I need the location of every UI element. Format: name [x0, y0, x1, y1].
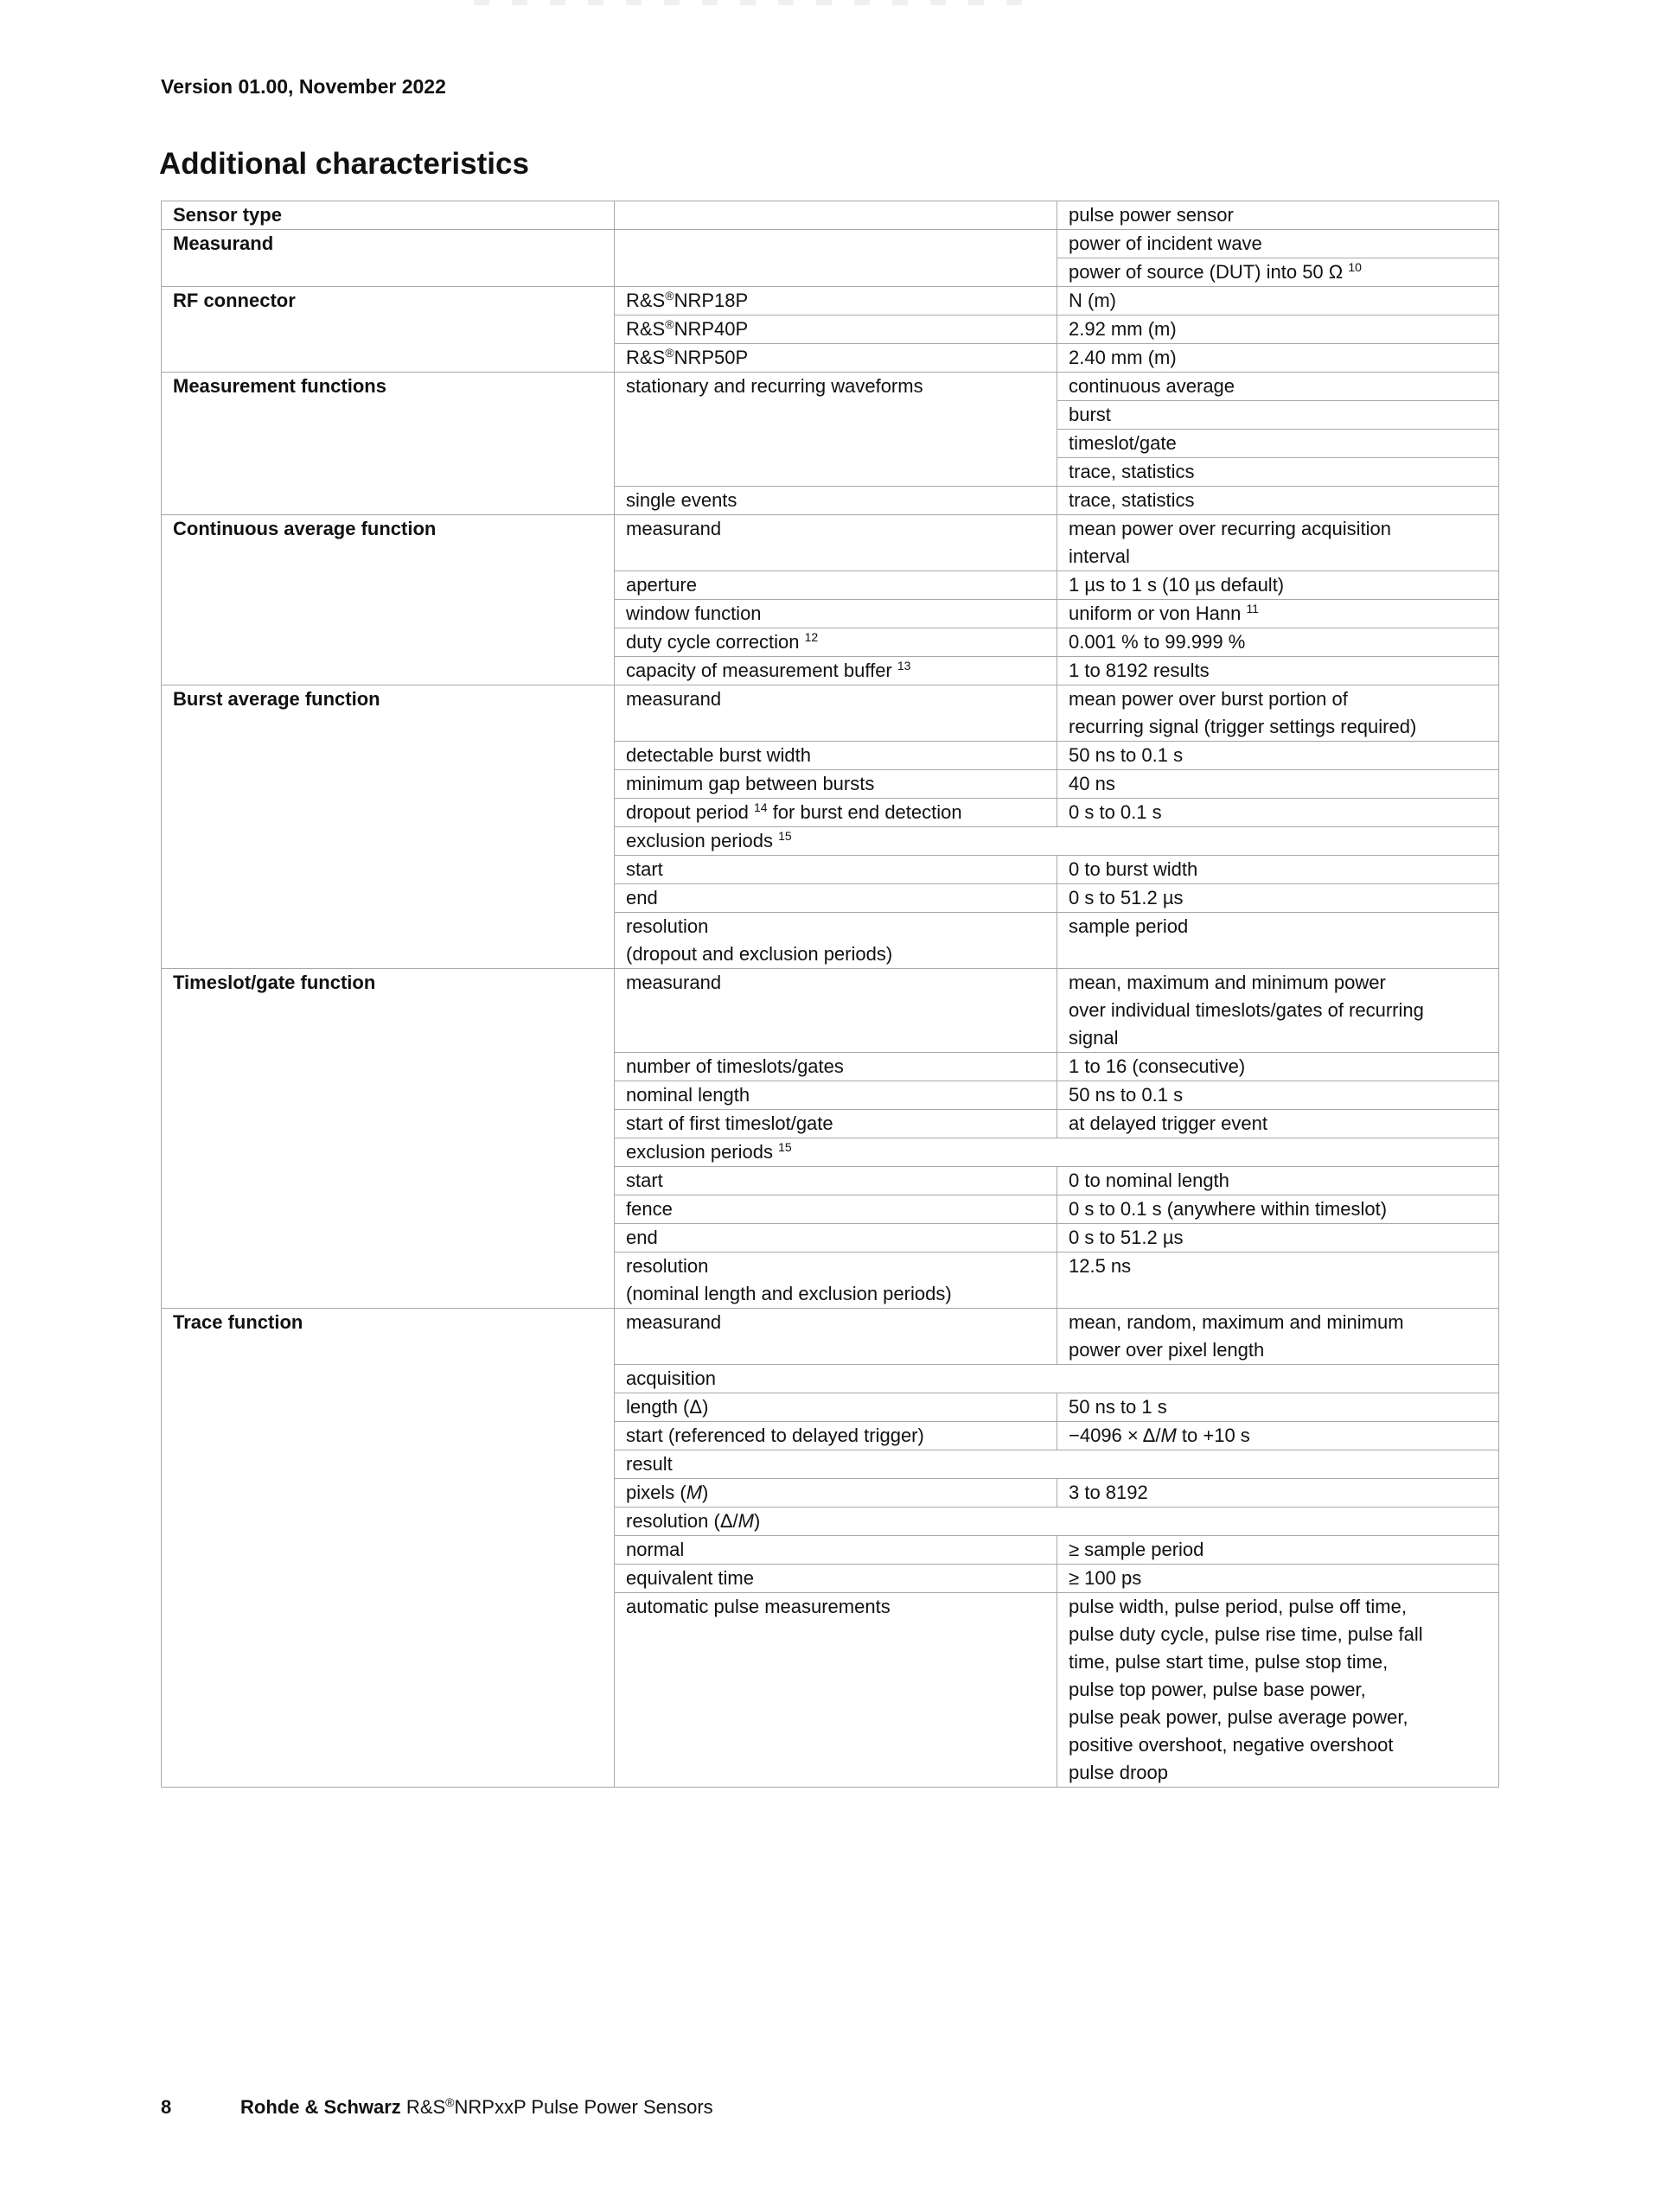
spec-value-cell: −4096 × Δ/M to +10 s	[1057, 1422, 1499, 1450]
table-row	[162, 230, 1499, 258]
spec-param-cell: start	[615, 856, 1057, 884]
spec-param-cell: normal	[615, 1536, 1057, 1565]
spec-group-cell: Trace function	[162, 1309, 615, 1788]
spec-group-cell: Continuous average function	[162, 515, 615, 685]
spec-value-cell: uniform or von Hann $^{11}$	[1057, 600, 1499, 628]
spec-value-cell: 50 ns to 0.1 s	[1057, 1081, 1499, 1110]
spec-param-cell: fence	[615, 1195, 1057, 1224]
spec-value-cell: N (m)	[1057, 287, 1499, 316]
spec-section-cell: resolution (Δ/M)	[615, 1508, 1499, 1536]
spec-value-cell: ≥ 100 ps	[1057, 1565, 1499, 1593]
spec-group-cell: Burst average function	[162, 685, 615, 969]
spec-param-cell: start (referenced to delayed trigger)	[615, 1422, 1057, 1450]
spec-param-cell: start of first timeslot/gate	[615, 1110, 1057, 1138]
spec-value-cell: 1 to 16 (consecutive)	[1057, 1053, 1499, 1081]
page-number: 8	[161, 2096, 172, 2118]
spec-param-cell: end	[615, 1224, 1057, 1253]
spec-param-cell: measurand	[615, 1309, 1057, 1365]
spec-value-cell: 0 s to 0.1 s (anywhere within timeslot)	[1057, 1195, 1499, 1224]
spec-value-cell: sample period	[1057, 913, 1499, 969]
spec-param-cell: resolution (nominal length and exclusion periods)	[615, 1253, 1057, 1309]
spec-value-cell: 2.92 mm (m)	[1057, 316, 1499, 344]
spec-value-cell: at delayed trigger event	[1057, 1110, 1499, 1138]
spec-value-cell: 3 to 8192	[1057, 1479, 1499, 1508]
spec-group-cell: Measurand	[162, 230, 615, 287]
spec-group-cell: Measurement functions	[162, 373, 615, 515]
spec-param-cell: length (Δ)	[615, 1393, 1057, 1422]
spec-value-cell: pulse power sensor	[1057, 201, 1499, 230]
additional-characteristics-table	[161, 201, 1499, 1788]
spec-param-cell: pixels (M)	[615, 1479, 1057, 1508]
page-title: Additional characteristics	[159, 147, 529, 181]
spec-value-cell: 1 µs to 1 s (10 µs default)	[1057, 571, 1499, 600]
spec-value-cell: 40 ns	[1057, 770, 1499, 799]
table-row	[162, 685, 1499, 742]
version-line: Version 01.00, November 2022	[161, 75, 446, 98]
spec-param-cell: capacity of measurement buffer $^{13}$	[615, 657, 1057, 685]
spec-param-cell: end	[615, 884, 1057, 913]
spec-param-cell: measurand	[615, 515, 1057, 571]
spec-value-cell: 12.5 ns	[1057, 1253, 1499, 1309]
spec-section-cell: exclusion periods $^{15}$	[615, 1138, 1499, 1167]
spec-section-cell: result	[615, 1450, 1499, 1479]
spec-value-cell: timeslot/gate	[1057, 430, 1499, 458]
spec-value-cell: 50 ns to 0.1 s	[1057, 742, 1499, 770]
spec-value-cell: power of source (DUT) into 50 Ω $^{10}$	[1057, 258, 1499, 287]
spec-group-cell: RF connector	[162, 287, 615, 373]
spec-value-cell: 0.001 % to 99.999 %	[1057, 628, 1499, 657]
spec-group-cell: Sensor type	[162, 201, 615, 230]
spec-value-cell: 0 s to 51.2 µs	[1057, 1224, 1499, 1253]
spec-value-cell: pulse width, pulse period, pulse off time, pulse duty cycle, pulse rise time, pulse fall time, pulse start time, pulse stop time, pulse top power, pulse base power, pulse peak power, pulse average power, positive overshoot, negative overshoot pulse droop	[1057, 1593, 1499, 1788]
footer-document-title: Rohde & Schwarz R&S®NRPxxP Pulse Power Sensors	[240, 2095, 713, 2118]
spec-value-cell: continuous average	[1057, 373, 1499, 401]
spec-empty-cell	[615, 230, 1057, 287]
spec-param-cell: number of timeslots/gates	[615, 1053, 1057, 1081]
table-row	[162, 373, 1499, 401]
spec-param-cell: detectable burst width	[615, 742, 1057, 770]
spec-param-cell: equivalent time	[615, 1565, 1057, 1593]
spec-param-cell: R&S®NRP18P	[615, 287, 1057, 316]
spec-value-cell: mean, random, maximum and minimum power over pixel length	[1057, 1309, 1499, 1365]
spec-value-cell: 0 s to 51.2 µs	[1057, 884, 1499, 913]
spec-param-cell: R&S®NRP50P	[615, 344, 1057, 373]
table-row	[162, 1309, 1499, 1365]
spec-value-cell: 1 to 8192 results	[1057, 657, 1499, 685]
spec-param-cell: resolution (dropout and exclusion periods)	[615, 913, 1057, 969]
spec-value-cell: 2.40 mm (m)	[1057, 344, 1499, 373]
table-row	[162, 969, 1499, 1053]
spec-param-cell: automatic pulse measurements	[615, 1593, 1057, 1788]
spec-value-cell: mean power over recurring acquisition interval	[1057, 515, 1499, 571]
spec-param-cell: single events	[615, 487, 1057, 515]
spec-value-cell: 0 to nominal length	[1057, 1167, 1499, 1195]
spec-section-cell: exclusion periods $^{15}$	[615, 827, 1499, 856]
table-row	[162, 201, 1499, 230]
spec-param-cell: aperture	[615, 571, 1057, 600]
spec-param-cell: start	[615, 1167, 1057, 1195]
spec-param-cell: stationary and recurring waveforms	[615, 373, 1057, 487]
spec-value-cell: mean, maximum and minimum power over individual timeslots/gates of recurring signal	[1057, 969, 1499, 1053]
table-row	[162, 515, 1499, 571]
spec-value-cell: 0 s to 0.1 s	[1057, 799, 1499, 827]
spec-group-cell: Timeslot/gate function	[162, 969, 615, 1309]
spec-param-cell: duty cycle correction $^{12}$	[615, 628, 1057, 657]
spec-value-cell: trace, statistics	[1057, 487, 1499, 515]
spec-param-cell: dropout period $^{14}$ for burst end detection	[615, 799, 1057, 827]
spec-value-cell: trace, statistics	[1057, 458, 1499, 487]
spec-param-cell: window function	[615, 600, 1057, 628]
spec-value-cell: ≥ sample period	[1057, 1536, 1499, 1565]
spec-param-cell: R&S®NRP40P	[615, 316, 1057, 344]
spec-section-cell: acquisition	[615, 1365, 1499, 1393]
spec-value-cell: 50 ns to 1 s	[1057, 1393, 1499, 1422]
spec-value-cell: mean power over burst portion of recurring signal (trigger settings required)	[1057, 685, 1499, 742]
spec-value-cell: power of incident wave	[1057, 230, 1499, 258]
spec-value-cell: burst	[1057, 401, 1499, 430]
spec-param-cell: measurand	[615, 969, 1057, 1053]
spec-value-cell: 0 to burst width	[1057, 856, 1499, 884]
spec-param-cell: minimum gap between bursts	[615, 770, 1057, 799]
table-row	[162, 287, 1499, 316]
spec-param-cell: nominal length	[615, 1081, 1057, 1110]
page-edge-text-remnant	[474, 0, 1027, 5]
spec-param-cell: measurand	[615, 685, 1057, 742]
page-footer	[161, 2095, 713, 2120]
spec-empty-cell	[615, 201, 1057, 230]
